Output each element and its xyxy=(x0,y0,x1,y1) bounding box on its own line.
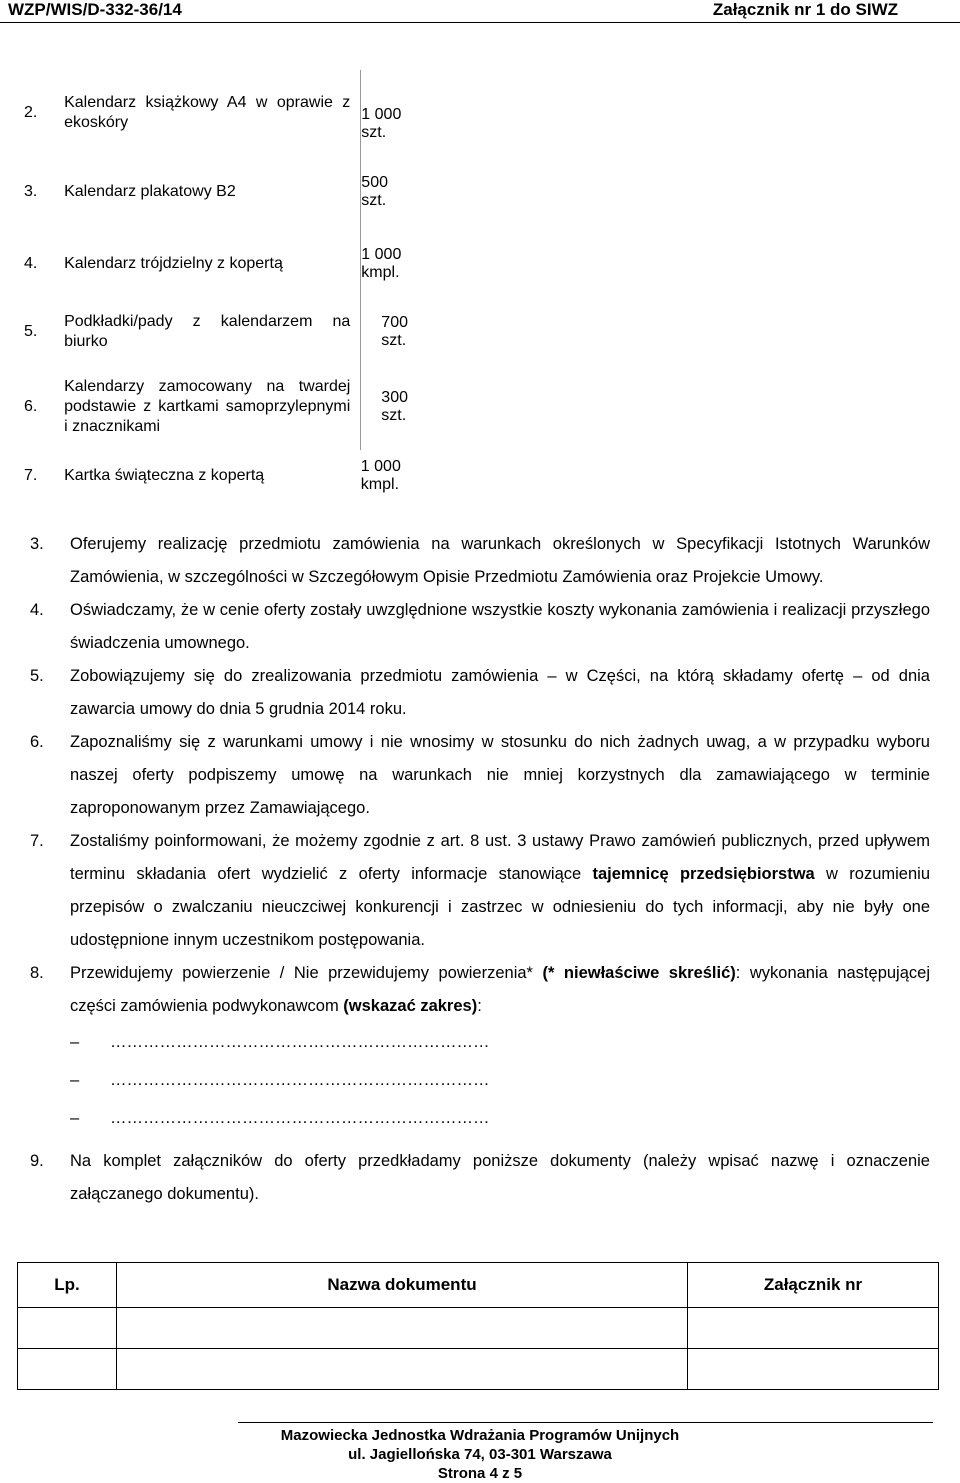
product-name: Kalendarz książkowy A4 w oprawie z ekoskóry xyxy=(64,93,351,131)
item-number: 9. xyxy=(30,1152,44,1170)
table-cell[interactable] xyxy=(117,1349,688,1390)
table-row xyxy=(16,227,408,300)
product-name: Kalendarzy zamocowany na twardej podstawie z kartkami samoprzylepnymi i znacznikami xyxy=(64,377,351,435)
list-item xyxy=(30,726,930,825)
item-text: Na komplet załączników do oferty przedkładamy poniższe dokumenty (należy wpisać nazwę i oznaczenie załączanego dokumentu). xyxy=(70,1152,930,1203)
table-row xyxy=(16,70,408,156)
table-row xyxy=(16,364,408,450)
institution-address: ul. Jagiellońska 74, 03-301 Warszawa xyxy=(348,1446,612,1463)
fill-in-line[interactable]: – …………………………………………………………… xyxy=(70,1033,490,1051)
page-number: Strona 4 z 5 xyxy=(437,1465,523,1482)
product-name: Podkładki/pady z kalendarzem na biurko xyxy=(64,313,351,351)
product-quantity: 700 szt. xyxy=(361,301,408,364)
product-name: Kalendarz plakatowy B2 xyxy=(64,182,236,200)
product-quantity: 500 szt. xyxy=(361,156,408,227)
institution-name: Mazowiecka Jednostka Wdrażania Programów Unijnych xyxy=(280,1427,680,1444)
page-footer xyxy=(0,1426,960,1483)
fill-in-line[interactable]: – …………………………………………………………… xyxy=(70,1109,490,1127)
row-number: 6. xyxy=(24,397,38,415)
table-cell[interactable] xyxy=(688,1349,939,1390)
table-row xyxy=(16,156,408,227)
header-divider xyxy=(0,22,960,23)
table-row xyxy=(16,301,408,364)
table-row xyxy=(18,1308,939,1349)
item-text: Zostaliśmy poinformowani, że możemy zgodnie z art. 8 ust. 3 ustawy Prawo zamówień publicznych, przed upływem terminu składania ofert wydzielić z oferty informacje stanowiące tajemnicę przedsiębiorstwa w rozumieniu przepisów o zwalczaniu nieuczciwej konkurencji i zastrzec w odniesieniu do tych informacji, aby nie były one udostępnione innym uczestnikom postępowania. xyxy=(70,832,930,949)
table-cell[interactable] xyxy=(117,1308,688,1349)
table-header-row xyxy=(18,1263,939,1308)
list-item xyxy=(30,594,930,660)
table-cell[interactable] xyxy=(688,1308,939,1349)
header-lp: Lp. xyxy=(18,1263,117,1308)
table-cell[interactable] xyxy=(18,1349,117,1390)
row-number: 5. xyxy=(24,323,38,341)
item-text: Oświadczamy, że w cenie oferty zostały uwzględnione wszystkie koszty wykonania zamówienia i realizacji przyszłego świadczenia umownego. xyxy=(70,601,930,652)
row-number: 7. xyxy=(24,466,38,484)
scope-note: (wskazać zakres) xyxy=(343,997,478,1015)
item-text: Oferujemy realizację przedmiotu zamówienia na warunkach określonych w Specyfikacji Istotnych Warunków Zamówienia, w szczególności w Szczegółowym Opisie Przedmiotu Zamówienia oraz Projekcie Umowy. xyxy=(70,535,930,586)
documents-table xyxy=(17,1262,939,1390)
footer-divider xyxy=(238,1422,933,1423)
row-number: 3. xyxy=(24,182,38,200)
product-quantity: 1 000 kmpl. xyxy=(361,227,408,300)
item-number: 3. xyxy=(30,535,44,553)
trade-secret-term: tajemnicę przedsiębiorstwa xyxy=(592,865,815,883)
strike-note: (* niewłaściwe skreślić) xyxy=(542,964,736,982)
list-item xyxy=(30,660,930,726)
list-item xyxy=(30,825,930,957)
table-cell[interactable] xyxy=(18,1308,117,1349)
list-item xyxy=(30,1145,930,1211)
table-row xyxy=(16,450,408,502)
item-number: 5. xyxy=(30,667,44,685)
product-quantity: 1 000 kmpl. xyxy=(360,457,401,493)
document-reference: WZP/WIS/D-332-36/14 xyxy=(8,0,182,19)
item-number: 8. xyxy=(30,964,44,982)
list-item xyxy=(30,957,930,1023)
products-table xyxy=(16,70,408,502)
attachment-label: Załącznik nr 1 do SIWZ xyxy=(712,0,898,19)
item-text: Zobowiązujemy się do zrealizowania przedmiotu zamówienia – w Części, na którą składamy ofertę – od dnia zawarcia umowy do dnia 5 grudnia 2014 roku. xyxy=(70,667,930,718)
product-name: Kartka świąteczna z kopertą xyxy=(64,466,265,484)
item-number: 4. xyxy=(30,601,44,619)
fill-in-line[interactable]: – …………………………………………………………… xyxy=(70,1071,490,1089)
row-number: 4. xyxy=(24,254,38,272)
declarations-list xyxy=(30,528,930,1211)
list-item xyxy=(30,528,930,594)
product-quantity: 300 szt. xyxy=(361,364,408,450)
product-quantity: 1 000 szt. xyxy=(361,70,408,156)
item-text: Zapoznaliśmy się z warunkami umowy i nie wnosimy w stosunku do nich żadnych uwag, a w przypadku wyboru naszej oferty podpiszemy umowę na warunkach nie mniej korzystnych dla zamawiającego w terminie zaproponowanym przez Zamawiającego. xyxy=(70,733,930,817)
table-row xyxy=(18,1349,939,1390)
header-attachment-number: Załącznik nr xyxy=(688,1263,939,1308)
row-number: 2. xyxy=(24,103,38,121)
item-number: 6. xyxy=(30,733,44,751)
product-name: Kalendarz trójdzielny z kopertą xyxy=(64,254,283,272)
item-text: Przewidujemy powierzenie / Nie przewidujemy powierzenia* (* niewłaściwe skreślić): wykonania następującej części zamówienia podwykonawcom (wskazać zakres): xyxy=(70,964,930,1015)
header-document-name: Nazwa dokumentu xyxy=(117,1263,688,1308)
item-number: 7. xyxy=(30,832,44,850)
